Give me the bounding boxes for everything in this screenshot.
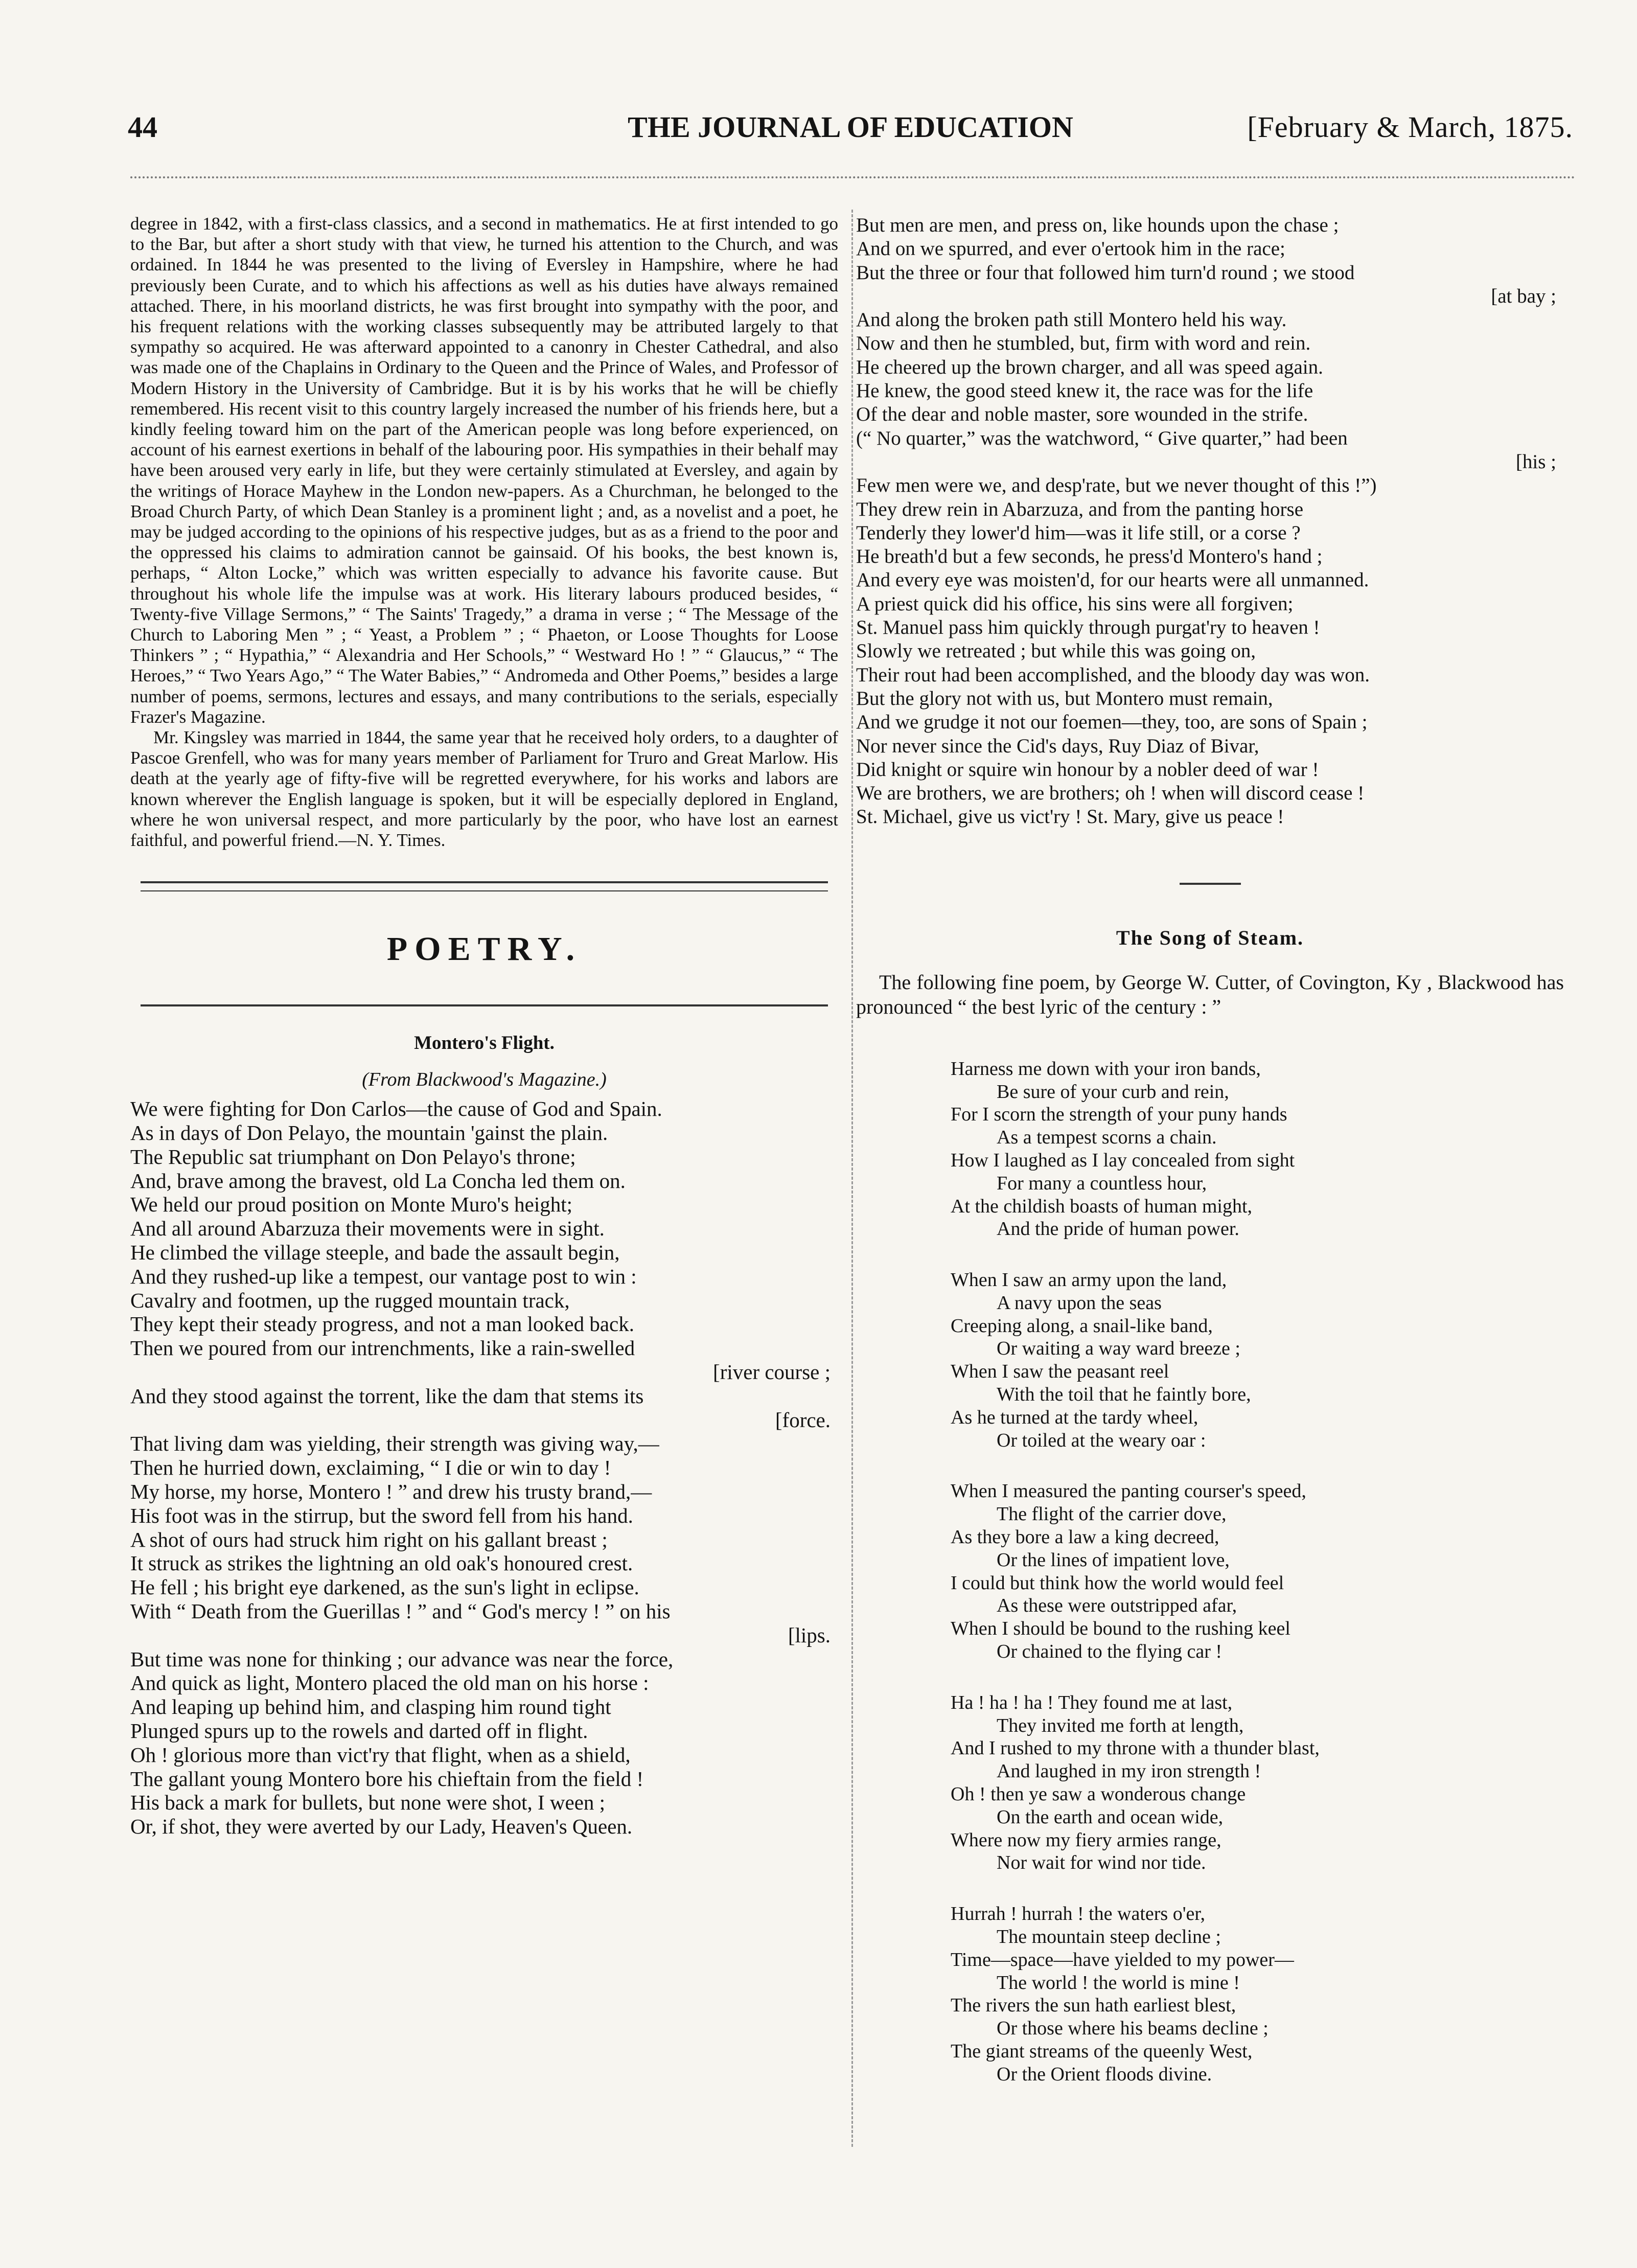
poem-line: But men are men, and press on, like hounds upon the chase ; bbox=[856, 214, 1339, 236]
stanza-line: They invited me forth at length, bbox=[997, 1714, 1244, 1736]
kingsley-obituary bbox=[130, 214, 838, 851]
poem-line: (“ No quarter,” was the watchword, “ Give quarter,” had been bbox=[856, 427, 1348, 449]
poem-line: Tenderly they lower'd him—was it life still, or a corse ? bbox=[856, 521, 1301, 544]
poem-line: [his ; bbox=[1515, 450, 1556, 473]
poem-line: Then we poured from our intrenchments, like a rain-swelled bbox=[130, 1336, 635, 1360]
stanza-line: A navy upon the seas bbox=[997, 1292, 1162, 1314]
left-column bbox=[130, 214, 838, 1839]
poem-line: And along the broken path still Montero held his way. bbox=[856, 309, 1287, 331]
poem-line: And they stood against the torrent, like the dam that stems its bbox=[130, 1384, 644, 1408]
poem-line: We were fighting for Don Carlos—the cause of God and Spain. bbox=[130, 1097, 662, 1121]
poem-line: Few men were we, and desp'rate, but we never thought of this !”) bbox=[856, 474, 1377, 497]
stanza-line: Hurrah ! hurrah ! the waters o'er, bbox=[951, 1903, 1206, 1925]
song-of-steam-poem bbox=[856, 1058, 1564, 2086]
stanza-line: The giant streams of the queenly West, bbox=[951, 2041, 1253, 2062]
stanza-line: The world ! the world is mine ! bbox=[997, 1972, 1240, 1994]
poem-line: With “ Death from the Guerillas ! ” and “ God's mercy ! ” on his bbox=[130, 1599, 671, 1623]
stanza-line: Where now my fiery armies range, bbox=[951, 1829, 1221, 1851]
poem-line: He knew, the good steed knew it, the race was for the life bbox=[856, 380, 1313, 402]
poem-line: And all around Abarzuza their movements were in sight. bbox=[130, 1217, 605, 1241]
stanza-line: And laughed in my iron strength ! bbox=[997, 1760, 1261, 1782]
poem-line: That living dam was yielding, their strength was giving way,— bbox=[130, 1432, 659, 1456]
poem-line: A priest quick did his office, his sins were all forgiven; bbox=[856, 592, 1294, 615]
stanza-line: The rivers the sun hath earliest blest, bbox=[951, 1995, 1236, 2017]
stanza-line: Be sure of your curb and rein, bbox=[997, 1081, 1229, 1103]
poem-line: [at bay ; bbox=[1491, 285, 1556, 307]
stanza-line: As they bore a law a king decreed, bbox=[951, 1526, 1219, 1548]
stanza-line: Ha ! ha ! ha ! They found me at last, bbox=[951, 1691, 1233, 1713]
poem-line: The Republic sat triumphant on Don Pelayo's throne; bbox=[130, 1144, 576, 1169]
poem-line: And they rushed-up like a tempest, our vantage post to win : bbox=[130, 1264, 637, 1288]
stanza-line: Or those where his beams decline ; bbox=[997, 2018, 1269, 2040]
poem-line: It struck as strikes the lightning an old oak's honoured crest. bbox=[130, 1551, 633, 1575]
stanza-line: How I laughed as I lay concealed from sight bbox=[951, 1149, 1295, 1171]
poem-line: And, brave among the bravest, old La Concha led them on. bbox=[130, 1169, 626, 1193]
poem-line: But the glory not with us, but Montero must remain, bbox=[856, 687, 1273, 709]
stanza-line: When I saw an army upon the land, bbox=[951, 1269, 1227, 1291]
stanza-line: Oh ! then ye saw a wonderous change bbox=[951, 1783, 1246, 1805]
page-number: 44 bbox=[128, 110, 157, 144]
stanza-line: On the earth and ocean wide, bbox=[997, 1806, 1224, 1828]
stanza bbox=[951, 1691, 1564, 1874]
stanza bbox=[951, 1269, 1564, 1452]
stanza-line: Time—space—have yielded to my power— bbox=[951, 1949, 1294, 1971]
obituary-paragraph-2: Mr. Kingsley was married in 1844, the same year that he received holy orders, to a daughter of Pascoe Grenfell, who was for many years member of Parliament for Truro and Great Marlow. His death at the yearly age of fifty-five will be regretted everywhere, for his works and labors are known wherever the English language is spoken, but it will be especially deplored in England, where he won universal respect, and more particularly by the poor, who have lost an earnest faithful, and powerful friend.—N. Y. Times. bbox=[130, 727, 838, 851]
column-divider bbox=[851, 210, 853, 2147]
stanza bbox=[951, 1480, 1564, 1663]
poem-line: He cheered up the brown charger, and all was speed again. bbox=[856, 356, 1323, 378]
stanza-line: As a tempest scorns a chain. bbox=[997, 1127, 1217, 1149]
poem-line: The gallant young Montero bore his chieftain from the field ! bbox=[130, 1767, 644, 1791]
poem-line: Nor never since the Cid's days, Ruy Diaz of Bivar, bbox=[856, 735, 1259, 757]
poem-line: And leaping up behind him, and clasping him round tight bbox=[130, 1695, 611, 1719]
stanza-line: And I rushed to my throne with a thunder blast, bbox=[951, 1737, 1320, 1759]
poem-source: (From Blackwood's Magazine.) bbox=[362, 1069, 607, 1091]
stanza-line: Nor wait for wind nor tide. bbox=[997, 1852, 1206, 1874]
poem-line: But time was none for thinking ; our advance was near the force, bbox=[130, 1647, 674, 1671]
section-rule-bottom bbox=[141, 1004, 828, 1006]
poem-line: We held our proud position on Monte Muro's height; bbox=[130, 1193, 573, 1217]
journal-title: THE JOURNAL OF EDUCATION bbox=[628, 110, 1073, 144]
poem-line: Now and then he stumbled, but, firm with word and rein. bbox=[856, 332, 1311, 355]
poem-line: And we grudge it not our foemen—they, too, are sons of Spain ; bbox=[856, 711, 1368, 734]
poem-line: They drew rein in Abarzuza, and from the panting horse bbox=[856, 498, 1304, 520]
stanza-line: When I measured the panting courser's speed, bbox=[951, 1480, 1306, 1502]
stanza-line: Or waiting a way ward breeze ; bbox=[997, 1338, 1240, 1360]
poem-line: And quick as light, Montero placed the old man on his horse : bbox=[130, 1671, 649, 1695]
stanza-line: Or toiled at the weary oar : bbox=[997, 1429, 1206, 1451]
poem-line: St. Michael, give us vict'ry ! St. Mary, give us peace ! bbox=[856, 806, 1284, 828]
page-header bbox=[128, 110, 1573, 153]
poem-line: And on we spurred, and ever o'ertook him in the race; bbox=[856, 238, 1285, 260]
section-rule-top bbox=[141, 881, 828, 891]
stanza bbox=[951, 1903, 1564, 2086]
poem-line: Did knight or squire win honour by a nobler deed of war ! bbox=[856, 758, 1319, 781]
poem-line: He fell ; his bright eye darkened, as the sun's light in eclipse. bbox=[130, 1575, 639, 1599]
poem-line: He breath'd but a few seconds, he press'd Montero's hand ; bbox=[856, 545, 1323, 568]
poem-line: His foot was in the stirrup, but the sword fell from his hand. bbox=[130, 1503, 633, 1527]
stanza-line: Or the Orient floods divine. bbox=[997, 2063, 1212, 2085]
montero-poem-part-1 bbox=[130, 1097, 838, 1839]
stanza-line: Or the lines of impatient love, bbox=[997, 1549, 1230, 1571]
section-title-poetry: POETRY. bbox=[386, 930, 582, 968]
poem-line: Slowly we retreated ; but while this was going on, bbox=[856, 640, 1256, 662]
poem-line: His back a mark for bullets, but none were shot, I ween ; bbox=[130, 1791, 606, 1815]
stanza-line: As these were outstripped afar, bbox=[997, 1595, 1237, 1617]
right-column bbox=[856, 214, 1564, 2086]
poem-line: As in days of Don Pelayo, the mountain 'gainst the plain. bbox=[130, 1121, 608, 1145]
poem-line: We are brothers, we are brothers; oh ! when will discord cease ! bbox=[856, 782, 1365, 805]
poem-line: My horse, my horse, Montero ! ” and drew his trusty brand,— bbox=[130, 1480, 652, 1504]
poem-line: Oh ! glorious more than vict'ry that flight, when as a shield, bbox=[130, 1743, 631, 1767]
header-rule bbox=[130, 176, 1576, 178]
stanza-line: For many a countless hour, bbox=[997, 1172, 1207, 1194]
stanza-line: With the toil that he faintly bore, bbox=[997, 1384, 1251, 1406]
stanza-line: Harness me down with your iron bands, bbox=[951, 1058, 1261, 1080]
poem-line: But the three or four that followed him turn'd round ; we stood bbox=[856, 261, 1355, 284]
poem-line: And every eye was moisten'd, for our hearts were all unmanned. bbox=[856, 569, 1369, 591]
divider-rule bbox=[1180, 883, 1241, 885]
poem-line: Of the dear and noble master, sore wounded in the strife. bbox=[856, 403, 1308, 426]
poem-line: Cavalry and footmen, up the rugged mountain track, bbox=[130, 1288, 570, 1312]
stanza-line: When I should be bound to the rushing keel bbox=[951, 1618, 1290, 1640]
issue-date: [February & March, 1875. bbox=[1247, 110, 1573, 144]
poem-line: Or, if shot, they were averted by our Lady, Heaven's Queen. bbox=[130, 1815, 633, 1839]
poem-title-monteros-flight: Montero's Flight. bbox=[414, 1033, 555, 1054]
steam-intro: The following fine poem, by George W. Cutter, of Covington, Ky , Blackwood has pronounced “ the best lyric of the century : ” bbox=[856, 970, 1564, 1018]
stanza-line: And the pride of human power. bbox=[997, 1218, 1239, 1240]
stanza-line: At the childish boasts of human might, bbox=[951, 1195, 1253, 1217]
montero-poem-part-2 bbox=[856, 214, 1564, 829]
poem-line: Then he hurried down, exclaiming, “ I die or win to day ! bbox=[130, 1456, 611, 1480]
stanza-line: Or chained to the flying car ! bbox=[997, 1641, 1223, 1663]
stanza bbox=[951, 1058, 1564, 1241]
poem-line: A shot of ours had struck him right on his gallant breast ; bbox=[130, 1527, 608, 1551]
stanza-line: The flight of the carrier dove, bbox=[997, 1503, 1227, 1525]
poem-line: [river course ; bbox=[713, 1360, 831, 1384]
poem-title-song-of-steam: The Song of Steam. bbox=[1116, 926, 1304, 949]
poem-line: He climbed the village steeple, and bade the assault begin, bbox=[130, 1241, 620, 1265]
poem-line: [force. bbox=[775, 1408, 831, 1432]
obituary-paragraph-1: degree in 1842, with a first-class classics, and a second in mathematics. He at first intended to go to the Bar, but after a short study with that view, he turned his attention to the Church, and was ordained. In 1844 he was presented to the living of Eversley in Hampshire, where he had previously been Curate, and to which his affections as well as his duties have always remained attached. There, in his moorland districts, he was first brought into sympathy with the poor, and his frequent relations with the working classes subsequently may be attributed largely to that sympathy so acquired. He was afterward appointed to a canonry in Chester Cathedral, and also was made one of the Chaplains in Ordinary to the Queen and the Prince of Wales, and Professor of Modern History in the University of Cambridge. But it is by his works that he will be chiefly remembered. His recent visit to this country largely increased the number of his friends here, but a kindly feeling toward him on the part of the American people was long before experienced, on account of his earnest exertions in behalf of the labouring poor. His sympathies in their behalf may have been aroused very early in life, but they were certainly stimulated at Eversley, and again by the writings of Horace Mayhew in the London new-papers. As a Churchman, he belonged to the Broad Church Party, of which Dean Stanley is a prominent light ; and, as a novelist and a poet, he may be judged according to the opinions of his respective judges, but as as a friend to the poor and the oppressed his claims to admiration cannot be gainsaid. Of his books, the best known is, perhaps, “ Alton Locke,” which was written especially to advance his favorite cause. But throughout his whole life the impulse was at work. His literary labours produced besides, “ Twenty-five Village Sermons,” “ The Saints' Tragedy,” a drama in verse ; “ The Message of the Church to Laboring Men ” ; “ Yeast, a Problem ” ; “ Phaeton, or Loose Thoughts for Loose Thinkers ” ; “ Hypathia,” “ Alexandria and Her Schools,” “ Westward Ho ! ” “ Glaucus,” “ The Heroes,” “ Two Years Ago,” “ The Water Babies,” “ Andromeda and Other Poems,” besides a large number of poems, sermons, lectures and essays, and many contributions to the serials, especially Frazer's Magazine. bbox=[130, 214, 838, 727]
stanza-line: Creeping along, a snail-like band, bbox=[951, 1315, 1213, 1337]
stanza-line: The mountain steep decline ; bbox=[997, 1926, 1221, 1948]
stanza-line: I could but think how the world would feel bbox=[951, 1572, 1284, 1594]
stanza-line: When I saw the peasant reel bbox=[951, 1361, 1169, 1383]
stanza-line: As he turned at the tardy wheel, bbox=[951, 1406, 1198, 1428]
stanza-line: For I scorn the strength of your puny hands bbox=[951, 1104, 1287, 1126]
poem-line: They kept their steady progress, and not a man looked back. bbox=[130, 1312, 634, 1336]
poem-line: Their rout had been accomplished, and the bloody day was won. bbox=[856, 663, 1370, 686]
poem-line: St. Manuel pass him quickly through purgat'ry to heaven ! bbox=[856, 616, 1320, 639]
poem-line: Plunged spurs up to the rowels and darted off in flight. bbox=[130, 1719, 588, 1743]
poem-line: [lips. bbox=[788, 1623, 831, 1647]
